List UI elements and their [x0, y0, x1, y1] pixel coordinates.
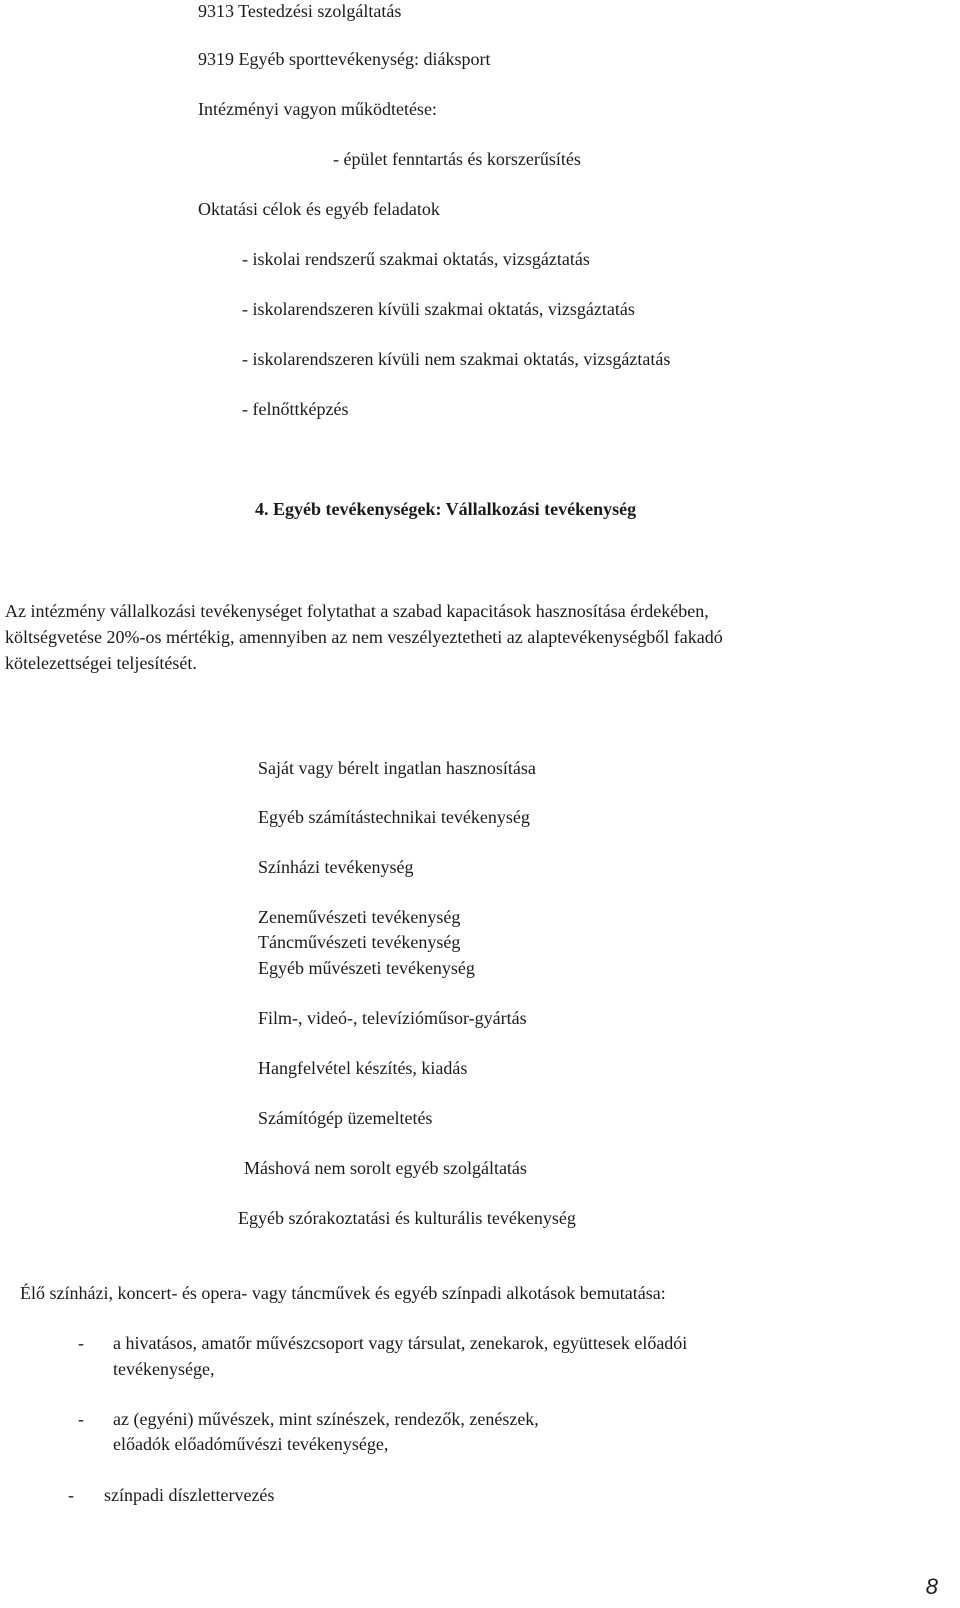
list-dash: -	[78, 1409, 84, 1429]
asset-item: - épület fenntartás és korszerűsítés	[333, 149, 581, 169]
list-item-line: tevékenysége,	[113, 1359, 215, 1379]
list-item-line: az (egyéni) művészek, mint színészek, rendezők, zenészek,	[113, 1409, 539, 1429]
activity-item: Zeneművészeti tevékenység	[258, 907, 461, 927]
activity-item: Hangfelvétel készítés, kiadás	[258, 1058, 468, 1078]
paragraph-line: Az intézmény vállalkozási tevékenységet folytathat a szabad kapacitások hasznosítása érdekében,	[5, 601, 709, 621]
asset-title: Intézményi vagyon működtetése:	[198, 99, 437, 119]
section-heading: 4. Egyéb tevékenységek: Vállalkozási tevékenység	[255, 499, 637, 519]
education-item: - iskolai rendszerű szakmai oktatás, vizsgáztatás	[242, 249, 590, 269]
activity-9313: 9313 Testedzési szolgáltatás	[198, 1, 402, 21]
activity-item: Máshová nem sorolt egyéb szolgáltatás	[244, 1158, 527, 1178]
education-item: - iskolarendszeren kívüli nem szakmai oktatás, vizsgáztatás	[242, 349, 671, 369]
activity-item: Színházi tevékenység	[258, 857, 414, 877]
activity-item: Film-, videó-, televízióműsor-gyártás	[258, 1008, 527, 1028]
live-section-title: Élő színházi, koncert- és opera- vagy táncművek és egyéb színpadi alkotások bemutatása:	[20, 1283, 666, 1303]
section-paragraph	[5, 598, 935, 676]
activity-item: Egyéb szórakoztatási és kulturális tevékenység	[238, 1208, 576, 1228]
list-dash: -	[68, 1485, 74, 1505]
paragraph-line: költségvetése 20%-os mértékig, amennyiben az nem veszélyeztetheti az alaptevékenységből fakadó	[5, 627, 723, 647]
activity-9319: 9319 Egyéb sporttevékenység: diáksport	[198, 49, 491, 69]
education-item: - iskolarendszeren kívüli szakmai oktatás, vizsgáztatás	[242, 299, 635, 319]
education-title: Oktatási célok és egyéb feladatok	[198, 199, 440, 219]
list-item-line: a hivatásos, amatőr művészcsoport vagy társulat, zenekarok, együttesek előadói	[113, 1333, 688, 1353]
list-item-line: előadók előadóművészi tevékenysége,	[113, 1434, 389, 1454]
list-item-line: színpadi díszlettervezés	[104, 1485, 275, 1505]
activity-item: Egyéb számítástechnikai tevékenység	[258, 807, 530, 827]
list-dash: -	[78, 1333, 84, 1353]
education-item: - felnőttképzés	[242, 399, 349, 419]
activity-item: Saját vagy bérelt ingatlan hasznosítása	[258, 758, 536, 778]
paragraph-line: kötelezettségei teljesítését.	[5, 653, 197, 673]
activity-item: Egyéb művészeti tevékenység	[258, 958, 475, 978]
activity-item: Számítógép üzemeltetés	[258, 1108, 433, 1128]
activity-item: Táncművészeti tevékenység	[258, 932, 461, 952]
page-number: 8	[925, 1574, 938, 1599]
